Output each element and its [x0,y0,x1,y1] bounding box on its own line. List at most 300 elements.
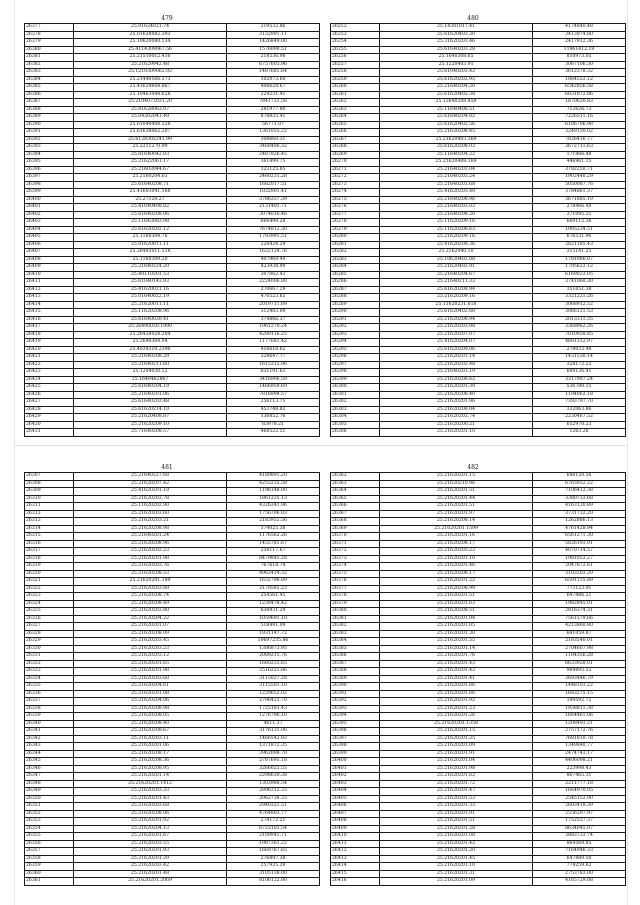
amount-cell: 2821185.43 [533,241,626,249]
row-id-cell: 26275 [331,196,380,204]
amount-cell: 878835.41 [227,114,320,122]
amount-cell: 4761428.94 [533,525,626,533]
code-cell: 25.21620201.16 [380,533,533,541]
row-id-cell: 26339 [25,713,74,721]
table-row [331,166,626,174]
table-row [25,510,320,518]
code-cell: 25.21620201.63 [380,600,533,608]
row-id-cell: 26398 [25,181,74,189]
code-cell: 25.21620201.22 [380,578,533,586]
amount-cell: 631191.63 [227,369,320,377]
row-id-cell: 26390 [25,121,74,129]
table-row [25,241,320,249]
code-cell: 25.61620402.56 [380,121,533,129]
amount-cell: 2796423.70 [227,698,320,706]
code-cell: 25.21620208.40 [74,720,227,728]
row-id-cell: 26395 [25,159,74,167]
table-row [25,346,320,354]
row-id-cell: 26334 [25,675,74,683]
amount-cell: 374025.38 [227,525,320,533]
code-cell: 25.21620208.05 [74,713,227,721]
table-row [331,294,626,302]
row-id-cell: 26406 [331,803,380,811]
row-id-cell: 26311 [25,503,74,511]
row-id-cell: 26323 [25,593,74,601]
amount-cell: 3741060.30 [533,279,626,287]
data-table [24,23,320,437]
table-row [25,600,320,608]
row-id-cell: 26297 [331,361,380,369]
amount-cell: 1981053.27 [533,555,626,563]
code-cell: 25.21620201.1599 [380,525,533,533]
table-row [25,391,320,399]
row-id-cell: 26325 [25,608,74,616]
row-id-cell: 26377 [331,585,380,593]
row-id-cell: 26289 [331,301,380,309]
table-row [25,780,320,788]
row-id-cell: 26408 [25,256,74,264]
amount-cell: 6542856.58 [533,84,626,92]
amount-cell: 2940321.51 [227,803,320,811]
amount-cell: 109592.72 [533,698,626,706]
amount-cell: 223998.43 [533,765,626,773]
code-cell: 25.21640208.20 [380,211,533,219]
amount-cell: 3413974.80 [533,31,626,39]
row-id-cell: 26360 [25,870,74,878]
row-id-cell: 26318 [25,555,74,563]
code-cell: 25.21620201.67 [74,833,227,841]
amount-cell: 1931147.72 [227,630,320,638]
amount-cell: 1870630.83 [533,99,626,107]
code-cell: 25.21620201.05 [380,623,533,631]
table-row [25,488,320,496]
table-row [331,713,626,721]
code-cell: 25.21629942.48 [74,61,227,69]
code-cell: 25.21620210.96 [380,480,533,488]
table-row [25,91,320,99]
code-cell: 25.21620203.89 [74,585,227,593]
amount-cell: 6765932.22 [533,480,626,488]
table-row [25,151,320,159]
table-row [25,675,320,683]
table-row [25,316,320,324]
table-row [331,668,626,676]
table-row [25,219,320,227]
amount-cell: 3132991.11 [227,31,320,39]
amount-cell: 652970.23 [533,421,626,429]
code-cell: 25.21620201.65 [74,660,227,668]
amount-cell: 2183540.01 [533,638,626,646]
page-481 [24,464,310,886]
row-id-cell: 26414 [331,863,380,871]
code-cell: 25.21620208.99 [380,585,533,593]
row-id-cell: 26397 [331,735,380,743]
row-id-cell: 26324 [25,600,74,608]
table-row [331,585,626,593]
amount-cell: 281977.80 [227,106,320,114]
table-row [25,309,320,317]
row-id-cell: 26413 [331,855,380,863]
amount-cell: 2224006.80 [227,279,320,287]
row-id-cell: 26354 [25,825,74,833]
code-cell: 25.21620203.45 [74,638,227,646]
table-row [331,720,626,728]
row-id-cell: 26317 [25,548,74,556]
code-cell: 25.61620403.20 [380,31,533,39]
table-row [331,773,626,781]
amount-cell: 810973.05 [533,54,626,62]
code-cell: 25.61640208.71 [74,181,227,189]
code-cell: 25.01638082.393 [74,31,227,39]
code-cell: 25.21620201.09 [380,743,533,751]
row-id-cell: 26254 [331,39,380,47]
row-id-cell: 26375 [331,570,380,578]
row-id-cell: 26268 [331,144,380,152]
amount-cell: 2704607.98 [533,645,626,653]
table-row [331,91,626,99]
table-row [331,570,626,578]
code-cell: 25.1640462867 [74,376,227,384]
row-id-cell: 26313 [25,518,74,526]
amount-cell: 4764803.77 [227,810,320,818]
table-row [25,211,320,219]
code-cell: 25.4114309067.56 [74,46,227,54]
table-row [331,473,626,481]
row-id-cell: 26412 [331,848,380,856]
amount-cell: 308660.31 [227,136,320,144]
table-row [25,84,320,92]
amount-cell: 3380733.68 [533,495,626,503]
code-cell: 25.21620403.369 [380,136,533,144]
amount-cell: 136852.76 [227,414,320,422]
table-row [331,810,626,818]
amount-cell: 274172.21 [227,818,320,826]
row-id-cell: 26409 [331,825,380,833]
table-row [25,159,320,167]
amount-cell: 361499.75 [227,159,320,167]
row-id-cell: 26328 [25,630,74,638]
row-id-cell: 26338 [25,705,74,713]
row-id-cell: 26411 [331,840,380,848]
amount-cell: 3368962.26 [533,324,626,332]
row-id-cell: 26342 [25,735,74,743]
amount-cell: 2170585.23 [227,585,320,593]
table-row [25,406,320,414]
row-id-cell: 26367 [331,510,380,518]
table-row [25,301,320,309]
row-id-cell: 26430 [25,421,74,429]
table-row [331,833,626,841]
amount-cell: 328647.77 [227,354,320,362]
table-row [25,264,320,272]
table-row [331,503,626,511]
code-cell: 25.21620201.66 [380,690,533,698]
table-row [331,234,626,242]
code-cell: 25.21620201.53 [380,795,533,803]
row-id-cell: 26401 [25,204,74,212]
table-row [331,46,626,54]
table-row [331,384,626,392]
row-id-cell: 26425 [25,384,74,392]
row-id-cell: 26414 [25,301,74,309]
table-row [331,563,626,571]
table-row [25,563,320,571]
amount-cell: 6106706.98 [533,121,626,129]
row-id-cell: 26409 [25,264,74,272]
amount-cell: 332063.86 [533,406,626,414]
table-row [331,653,626,661]
row-id-cell: 26402 [25,211,74,219]
table-row [25,855,320,863]
amount-cell: 1455781.67 [227,540,320,548]
table-row [25,324,320,332]
table-row [25,698,320,706]
amount-cell: 4189891.20 [227,473,320,481]
row-id-cell: 26378 [25,31,74,39]
code-cell: 25.1210309062.92 [74,69,227,77]
row-id-cell: 26412 [25,286,74,294]
code-cell: 25.21620208.96 [74,540,227,548]
code-cell: 25.21620201.48 [74,870,227,878]
amount-cell: 969893.53 [533,668,626,676]
table-row [25,540,320,548]
row-id-cell: 26388 [331,668,380,676]
amount-cell: 3468406.32 [227,144,320,152]
code-cell: 25.21620208.17 [380,540,533,548]
amount-cell: 4611.37 [227,720,320,728]
amount-cell: 5826193.91 [533,540,626,548]
amount-cell: 1961270.24 [227,324,320,332]
code-cell: 25.21640227.68 [74,473,227,481]
row-id-cell: 26332 [25,660,74,668]
table-row [25,720,320,728]
code-cell: 25.21620203.60 [74,675,227,683]
code-cell: 25.41603041.168 [74,189,227,197]
data-table [330,23,626,437]
code-cell: 25.21620201.08 [380,833,533,841]
code-cell: 25.21620201.04 [380,758,533,766]
amount-cell: 1303988.54 [227,780,320,788]
row-id-cell: 26396 [25,166,74,174]
amount-cell: 1176562.26 [227,533,320,541]
amount-cell: 518491.09 [227,623,320,631]
code-cell: 25.21620207.42 [74,480,227,488]
amount-cell: 83978.21 [227,421,320,429]
table-row [331,698,626,706]
row-id-cell: 26399 [25,189,74,197]
row-id-cell: 26345 [25,758,74,766]
amount-cell: 276897.38 [227,855,320,863]
amount-cell: 2603418.39 [533,803,626,811]
table-row [25,548,320,556]
row-id-cell: 26400 [331,758,380,766]
code-cell: 25.21620208.40 [380,391,533,399]
amount-cell: 1615312.96 [227,361,320,369]
code-cell: 25.21620208.45 [380,129,533,137]
row-id-cell: 26294 [331,339,380,347]
amount-cell: 3731732.20 [533,510,626,518]
row-id-cell: 26429 [25,414,74,422]
amount-cell: 609136.41 [533,369,626,377]
table-row [25,555,320,563]
row-id-cell: 26380 [331,608,380,616]
table-row [25,878,320,886]
row-id-cell: 26404 [331,788,380,796]
code-cell: 25.21620402.91 [380,264,533,272]
row-id-cell: 26335 [25,683,74,691]
code-cell: 25.11620209.16 [380,219,533,227]
amount-cell: 7816998.57 [227,391,320,399]
code-cell: 25.21620201.41 [380,675,533,683]
table-row [25,615,320,623]
amount-cell: 2013311.35 [533,316,626,324]
amount-cell: 374866.37 [227,316,320,324]
amount-cell: 171866.48 [533,151,626,159]
code-cell: 25.21620201.62 [380,773,533,781]
amount-cell: 3066121.53 [533,309,626,317]
page-divider [14,445,626,446]
code-cell: 25.21620201.76 [380,653,533,661]
code-cell: 25.21620201.29 [74,855,227,863]
code-cell: 25.11640406.51 [380,106,533,114]
table-row [331,788,626,796]
code-cell: 25.21620201.46 [380,563,533,571]
row-id-cell: 26421 [25,354,74,362]
code-cell: 25.61638062.207 [74,129,227,137]
table-row [331,346,626,354]
row-id-cell: 26283 [331,256,380,264]
amount-cell: 2089215.76 [227,653,320,661]
row-id-cell: 26273 [331,181,380,189]
amount-cell: 1263.26 [533,429,626,437]
amount-cell: 1208493.21 [533,720,626,728]
table-row [331,630,626,638]
amount-cell: 1982845.01 [533,600,626,608]
row-id-cell: 26401 [331,765,380,773]
table-row [25,69,320,77]
row-id-cell: 26337 [25,698,74,706]
code-cell: 25.81640042.03 [74,151,227,159]
code-cell: 25.21620203.23 [74,645,227,653]
row-id-cell: 26314 [25,525,74,533]
row-id-cell: 26295 [331,346,380,354]
amount-cell: 6633928.01 [533,660,626,668]
row-id-cell: 26310 [25,495,74,503]
table-row [331,204,626,212]
amount-cell: 2460231.28 [227,174,320,182]
table-row [331,848,626,856]
amount-cell: 1371872.35 [227,743,320,751]
code-cell: 25.21620204.61 [74,683,227,691]
table-row [25,234,320,242]
code-cell: 25.21620208.67 [74,728,227,736]
table-row [25,630,320,638]
amount-cell: 4406098.21 [533,758,626,766]
table-row [25,46,320,54]
code-cell: 25.61640020.41 [74,316,227,324]
row-id-cell: 26361 [25,878,74,886]
row-id-cell: 26312 [25,510,74,518]
table-row [331,39,626,47]
table-row [331,196,626,204]
amount-cell: 5050087.76 [533,181,626,189]
page-482 [330,464,616,886]
amount-cell: 3693446.79 [533,675,626,683]
table-row [331,31,626,39]
row-id-cell: 26387 [331,660,380,668]
code-cell: 25.21620201.51 [380,593,533,601]
code-cell: 25.21620201.98 [380,765,533,773]
code-cell: 25.21640201.24 [74,533,227,541]
code-cell: 25.41620204.07 [380,339,533,347]
table-row [331,121,626,129]
row-id-cell: 26280 [331,234,380,242]
table-row [25,818,320,826]
code-cell: 25.21620204.22 [74,615,227,623]
code-cell: 25.21620208.06 [74,810,227,818]
amount-cell: 3784861.37 [533,189,626,197]
code-cell: 25.21620201.09 [380,878,533,886]
code-cell: 25.21620201.94 [380,615,533,623]
table-row [25,226,320,234]
table-row [25,840,320,848]
table-row [25,354,320,362]
row-id-cell: 26403 [25,219,74,227]
code-cell: 25.21620201.44 [380,495,533,503]
code-cell: 25.1204030.12 [74,369,227,377]
table-row [331,480,626,488]
amount-cell: 1664970.05 [533,788,626,796]
amount-cell: 647889.50 [533,855,626,863]
code-cell: 25.21620204.13 [74,825,227,833]
code-cell: 25.21620201.15 [380,473,533,481]
table-row [331,608,626,616]
row-id-cell: 26258 [331,69,380,77]
table-row [25,653,320,661]
row-id-cell: 26405 [25,234,74,242]
table-row [331,765,626,773]
table-row [331,324,626,332]
row-id-cell: 26296 [331,354,380,362]
table-row [25,136,320,144]
table-row [25,421,320,429]
amount-cell: 453748.82 [227,406,320,414]
row-id-cell: 26410 [25,271,74,279]
row-id-cell: 26277 [331,211,380,219]
code-cell: 25.21620201.14 [380,354,533,362]
amount-cell: 2417912.36 [533,39,626,47]
row-id-cell: 26252 [331,24,380,32]
table-row [25,331,320,339]
code-cell: 25.21620201.66 [380,683,533,691]
row-id-cell: 26270 [331,159,380,167]
table-row [331,429,626,437]
code-cell: 25.61640203.48 [74,399,227,407]
row-id-cell: 26411 [25,279,74,287]
row-id-cell: 26376 [331,578,380,586]
row-id-cell: 26380 [25,46,74,54]
code-cell: 25.21620208.04 [380,406,533,414]
code-cell: 25.21620208.49 [74,600,227,608]
row-id-cell: 26308 [25,480,74,488]
row-id-cell: 26253 [331,31,380,39]
code-cell: 25.2640304.04 [74,339,227,347]
table-row [331,264,626,272]
table-row [25,863,320,871]
amount-cell: 7106412.38 [533,488,626,496]
code-cell: 25.2104072031.20 [74,99,227,107]
table-row [25,294,320,302]
